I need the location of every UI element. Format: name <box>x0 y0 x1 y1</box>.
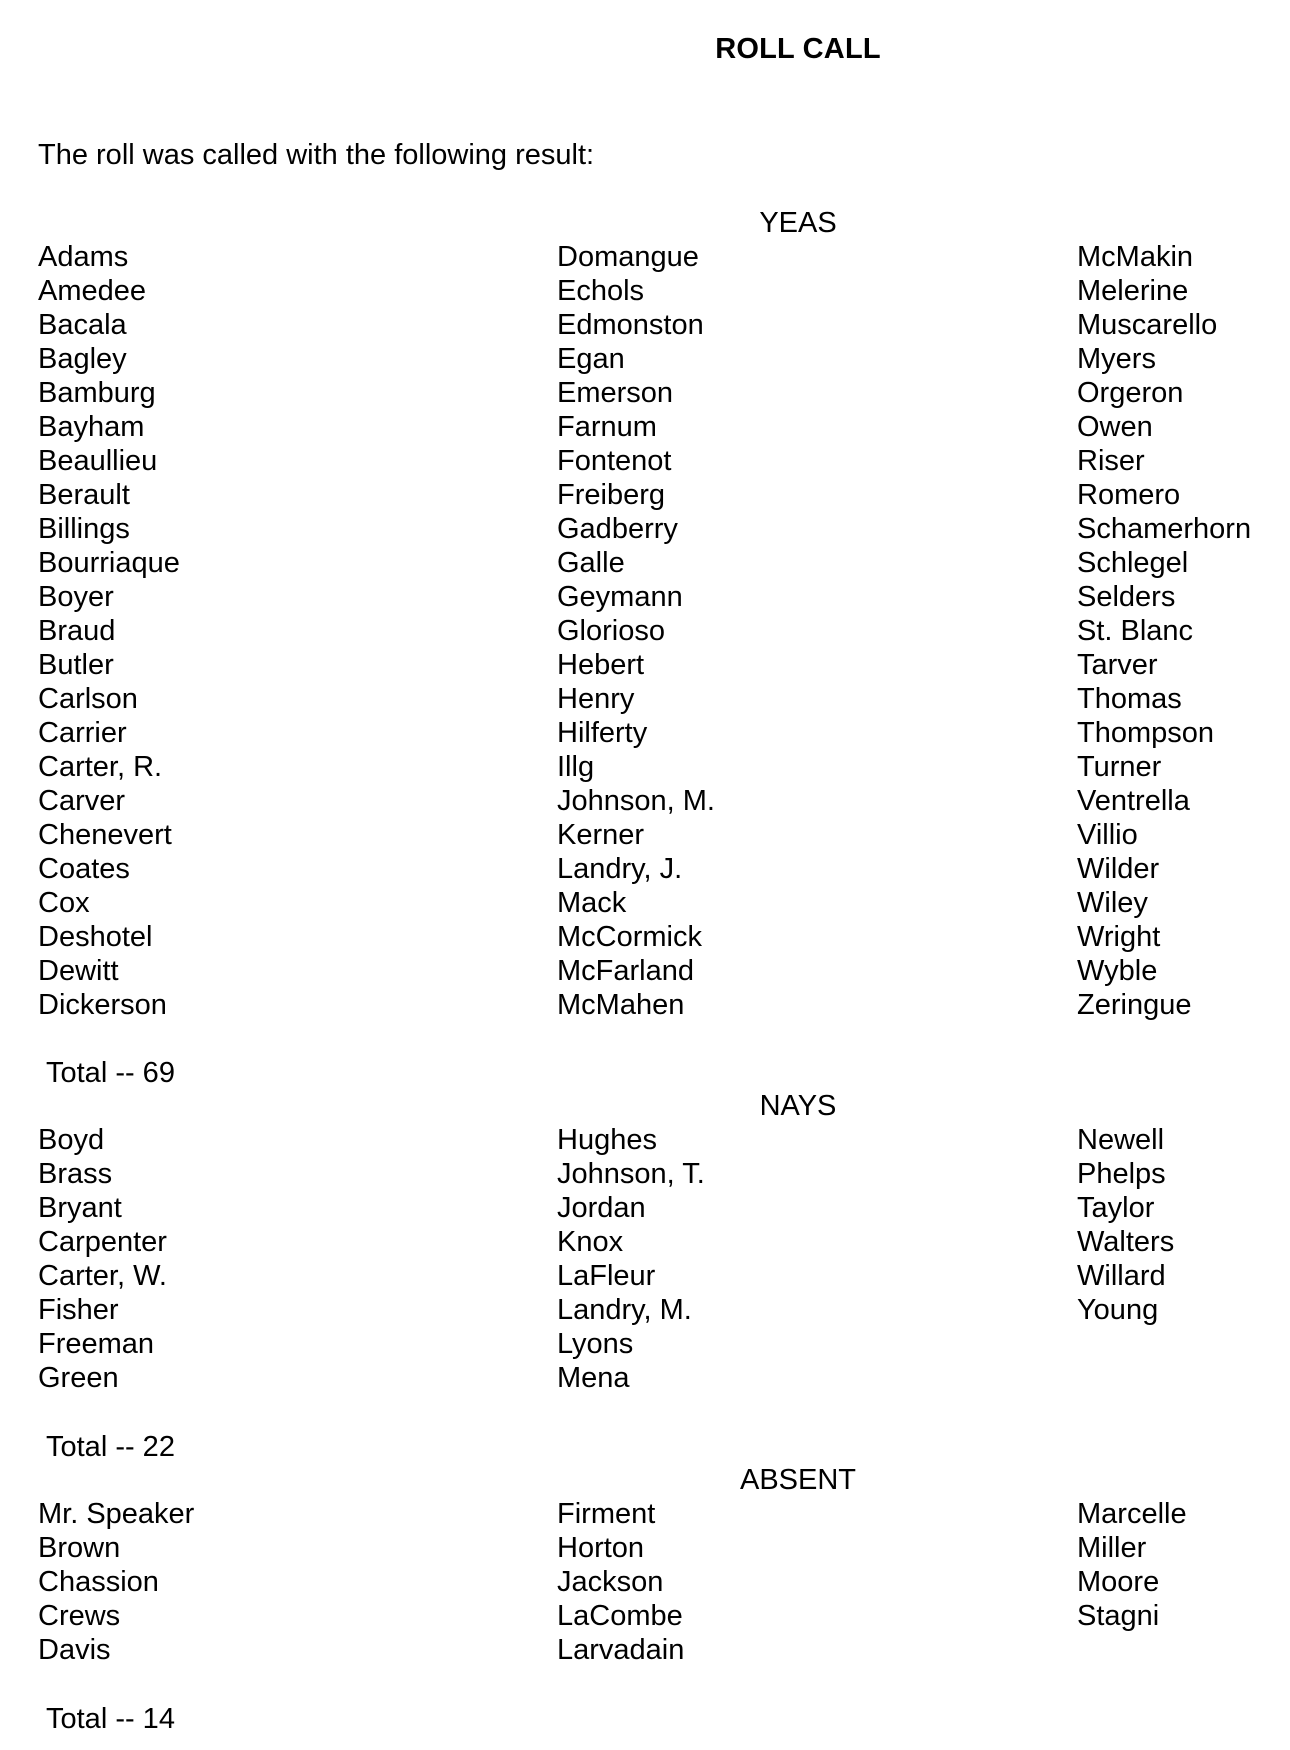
yeas-member-name: Bacala <box>38 309 127 341</box>
yeas-member-name: Dewitt <box>38 955 119 987</box>
yeas-member-name: Cox <box>38 887 90 919</box>
yeas-member-name: Thomas <box>1077 683 1182 715</box>
yeas-member-name: Schlegel <box>1077 547 1189 579</box>
yeas-member-name: Wright <box>1077 921 1161 953</box>
yeas-member-name: Berault <box>38 479 130 511</box>
yeas-member-name: Braud <box>38 615 116 647</box>
yeas-member-name: Zeringue <box>1077 989 1192 1021</box>
nays-member-name: Freeman <box>38 1328 155 1360</box>
yeas-member-name: St. Blanc <box>1077 615 1194 647</box>
nays-column-2 <box>557 1123 705 1395</box>
yeas-member-name: Billings <box>38 513 130 545</box>
absent-member-name: Crews <box>38 1600 121 1632</box>
yeas-member-name: McMahen <box>557 989 685 1021</box>
nays-member-name: Lyons <box>557 1328 634 1360</box>
yeas-member-name: Villio <box>1077 819 1138 851</box>
absent-member-name: Miller <box>1077 1532 1147 1564</box>
yeas-member-name: Boyer <box>38 581 114 613</box>
yeas-column-2 <box>557 240 715 1022</box>
yeas-member-name: Muscarello <box>1077 309 1218 341</box>
absent-member-name: Brown <box>38 1532 121 1564</box>
nays-member-name: Taylor <box>1077 1192 1155 1224</box>
nays-member-name: Bryant <box>38 1192 122 1224</box>
yeas-member-name: Riser <box>1077 445 1145 477</box>
nays-member-name: Carpenter <box>38 1226 167 1258</box>
absent-column-1 <box>38 1497 194 1667</box>
yeas-member-name: Gadberry <box>557 513 678 545</box>
yeas-member-name: Orgeron <box>1077 377 1184 409</box>
yeas-member-name: Schamerhorn <box>1077 513 1252 545</box>
yeas-member-name: Thompson <box>1077 717 1215 749</box>
yeas-member-name: Wyble <box>1077 955 1158 987</box>
nays-member-name: Young <box>1077 1294 1159 1326</box>
yeas-member-name: Echols <box>557 275 645 307</box>
yeas-member-name: Selders <box>1077 581 1176 613</box>
nays-member-name: LaFleur <box>557 1260 656 1292</box>
yeas-member-name: Adams <box>38 241 129 273</box>
nays-member-name: Newell <box>1077 1124 1165 1156</box>
yeas-member-name: Bourriaque <box>38 547 180 579</box>
nays-member-name: Boyd <box>38 1124 105 1156</box>
yeas-member-name: Amedee <box>38 275 147 307</box>
nays-member-name: Jordan <box>557 1192 646 1224</box>
page-title: ROLL CALL <box>715 33 881 65</box>
yeas-member-name: Kerner <box>557 819 645 851</box>
yeas-member-name: Owen <box>1077 411 1153 443</box>
nays-member-name: Hughes <box>557 1124 657 1156</box>
yeas-column-3 <box>1077 240 1251 1022</box>
yeas-member-name: Mack <box>557 887 627 919</box>
yeas-member-name: Edmonston <box>557 309 704 341</box>
nays-member-name: Johnson, T. <box>557 1158 705 1190</box>
nays-member-name: Knox <box>557 1226 624 1258</box>
absent-member-name: Stagni <box>1077 1600 1160 1632</box>
yeas-member-name: Wiley <box>1077 887 1148 919</box>
nays-member-name: Brass <box>38 1158 113 1190</box>
absent-column-3 <box>1077 1497 1187 1633</box>
absent-member-name: Marcelle <box>1077 1498 1187 1530</box>
yeas-member-name: Farnum <box>557 411 657 443</box>
nays-member-name: Walters <box>1077 1226 1175 1258</box>
absent-total: Total -- 14 <box>46 1703 175 1735</box>
nays-total: Total -- 22 <box>46 1431 175 1463</box>
yeas-member-name: Chenevert <box>38 819 172 851</box>
absent-member-name: Chassion <box>38 1566 159 1598</box>
yeas-member-name: Emerson <box>557 377 674 409</box>
yeas-member-name: Dickerson <box>38 989 167 1021</box>
yeas-member-name: Carver <box>38 785 126 817</box>
absent-member-name: Larvadain <box>557 1634 685 1666</box>
absent-member-name: Davis <box>38 1634 111 1666</box>
yeas-member-name: McCormick <box>557 921 702 953</box>
yeas-member-name: Egan <box>557 343 625 375</box>
nays-column-3 <box>1077 1123 1174 1327</box>
yeas-member-name: Turner <box>1077 751 1162 783</box>
yeas-member-name: Deshotel <box>38 921 153 953</box>
yeas-member-name: Bagley <box>38 343 127 375</box>
yeas-member-name: Myers <box>1077 343 1156 375</box>
yeas-member-name: Glorioso <box>557 615 665 647</box>
yeas-member-name: Carter, R. <box>38 751 163 783</box>
nays-member-name: Landry, M. <box>557 1294 692 1326</box>
yeas-member-name: McFarland <box>557 955 694 987</box>
absent-member-name: Horton <box>557 1532 645 1564</box>
yeas-member-name: Butler <box>38 649 114 681</box>
yeas-total: Total -- 69 <box>46 1057 175 1089</box>
yeas-heading: YEAS <box>759 207 837 239</box>
yeas-member-name: Carlson <box>38 683 138 715</box>
yeas-member-name: Hilferty <box>557 717 648 749</box>
yeas-member-name: McMakin <box>1077 241 1194 273</box>
yeas-member-name: Galle <box>557 547 625 579</box>
yeas-member-name: Henry <box>557 683 635 715</box>
yeas-member-name: Wilder <box>1077 853 1160 885</box>
yeas-member-name: Domangue <box>557 241 699 273</box>
absent-member-name: Moore <box>1077 1566 1160 1598</box>
nays-member-name: Willard <box>1077 1260 1166 1292</box>
yeas-member-name: Coates <box>38 853 130 885</box>
nays-member-name: Fisher <box>38 1294 119 1326</box>
yeas-member-name: Tarver <box>1077 649 1158 681</box>
nays-member-name: Phelps <box>1077 1158 1166 1190</box>
nays-member-name: Mena <box>557 1362 630 1394</box>
yeas-member-name: Ventrella <box>1077 785 1190 817</box>
nays-column-1 <box>38 1123 167 1395</box>
yeas-member-name: Melerine <box>1077 275 1189 307</box>
absent-member-name: Jackson <box>557 1566 664 1598</box>
absent-column-2 <box>557 1497 684 1667</box>
intro-text: The roll was called with the following result: <box>38 139 595 171</box>
yeas-member-name: Landry, J. <box>557 853 683 885</box>
yeas-member-name: Beaullieu <box>38 445 158 477</box>
absent-heading: ABSENT <box>739 1464 857 1496</box>
absent-member-name: LaCombe <box>557 1600 683 1632</box>
yeas-member-name: Illg <box>557 751 595 783</box>
yeas-member-name: Bamburg <box>38 377 156 409</box>
yeas-member-name: Romero <box>1077 479 1181 511</box>
yeas-member-name: Carrier <box>38 717 127 749</box>
nays-member-name: Carter, W. <box>38 1260 167 1292</box>
absent-member-name: Firment <box>557 1498 656 1530</box>
yeas-member-name: Johnson, M. <box>557 785 715 817</box>
yeas-member-name: Fontenot <box>557 445 672 477</box>
yeas-member-name: Hebert <box>557 649 645 681</box>
yeas-member-name: Geymann <box>557 581 683 613</box>
yeas-column-1 <box>38 240 180 1022</box>
yeas-member-name: Bayham <box>38 411 145 443</box>
absent-member-name: Mr. Speaker <box>38 1498 195 1530</box>
nays-heading: NAYS <box>759 1090 837 1122</box>
yeas-member-name: Freiberg <box>557 479 665 511</box>
nays-member-name: Green <box>38 1362 119 1394</box>
